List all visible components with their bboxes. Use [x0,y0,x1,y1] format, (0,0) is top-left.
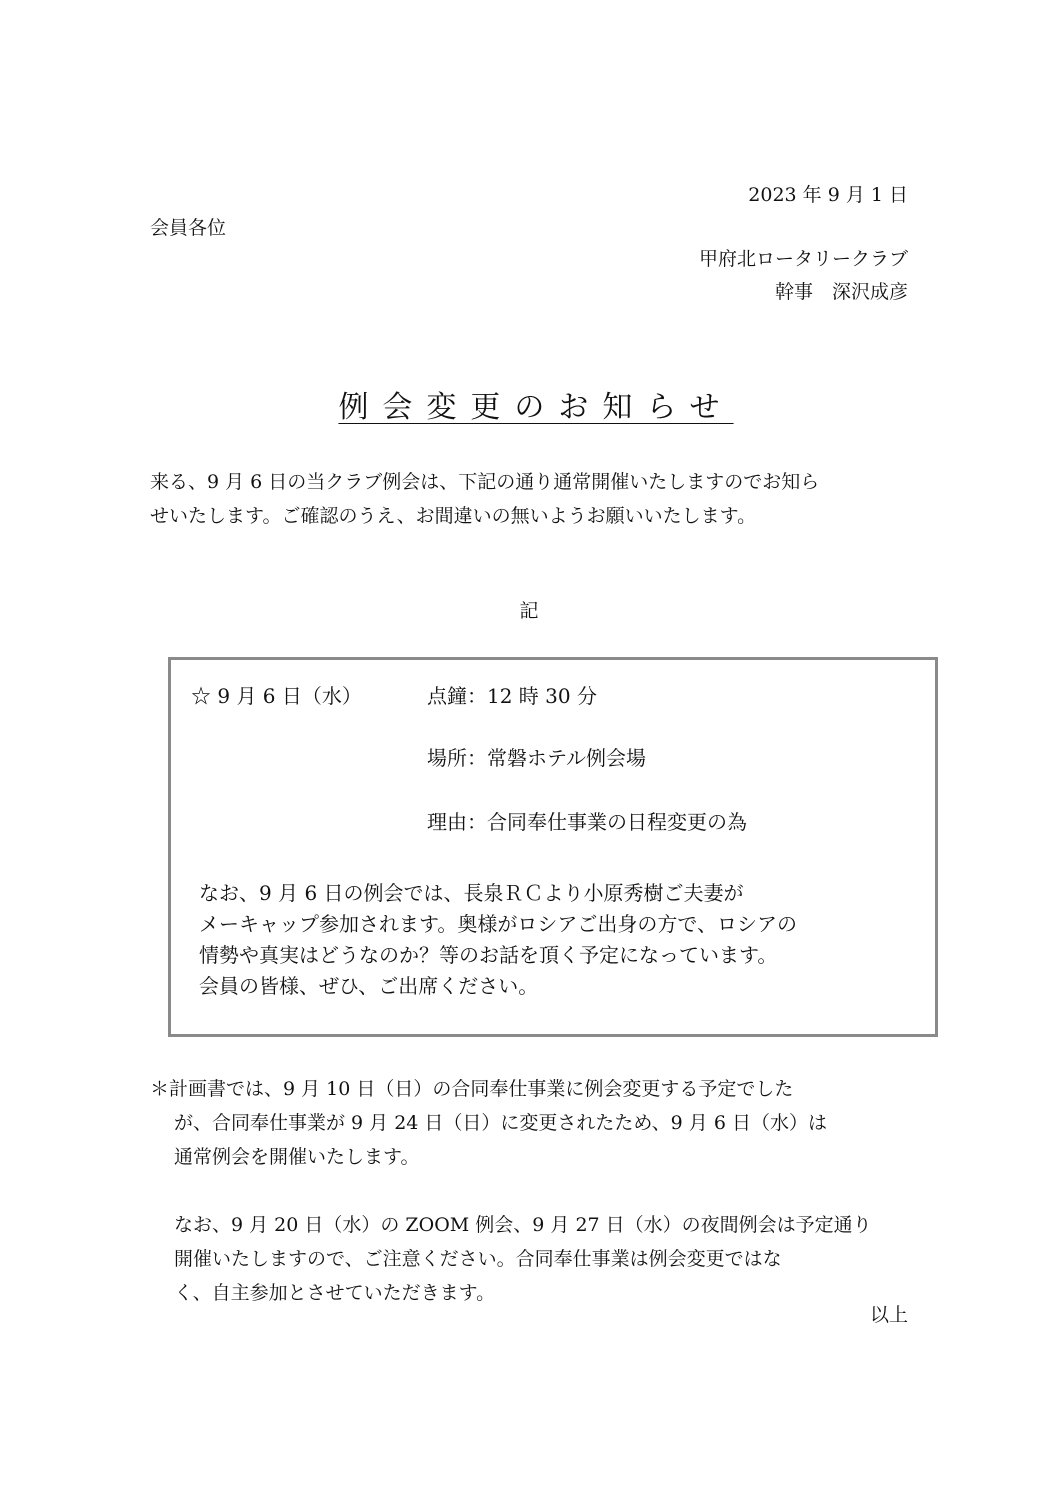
closing-mark: 以上 [869,1304,908,1326]
meeting-reason: 理由：合同奉仕事業の日程変更の為 [427,810,747,834]
intro-line: 来る、9 月 6 日の当クラブ例会は、下記の通り通常開催いたしますのでお知ら [150,471,820,493]
intro-paragraph [150,465,900,533]
note-line: 開催いたしますので、ご注意ください。合同奉仕事業は例会変更ではな [174,1248,782,1270]
ki-marker: 記 [519,600,539,622]
guest-note-line: 情勢や真実はどうなのか？等のお話を頂く予定になっています。 [199,943,778,967]
guest-note [199,878,919,1002]
addressee: 会員各位 [150,217,227,239]
meeting-date: ☆ 9 月 6 日（水） [191,684,362,708]
meeting-place: 場所：常磐ホテル例会場 [427,746,646,770]
note-line: なお、9 月 20 日（水）の ZOOM 例会、9 月 27 日（水）の夜間例会は予定通り [174,1214,872,1236]
document-title: 例会変更のお知らせ [338,390,734,425]
guest-note-line: 会員の皆様、ぜひ、ご出席ください。 [199,974,539,998]
note-line: 通常例会を開催いたします。 [174,1146,420,1168]
sender-name: 幹事 深沢成彦 [774,281,908,303]
note-line: ＊計画書では、9 月 10 日（日）の合同奉仕事業に例会変更する予定でした [150,1078,794,1100]
guest-note-line: メーキャップ参加されます。奥様がロシアご出身の方で、ロシアの [199,912,797,936]
document-date: 2023 年 9 月 1 日 [748,184,908,206]
meeting-details-box [168,657,938,1037]
intro-line: せいたします。ご確認のうえ、お間違いの無いようお願いいたします。 [150,505,757,527]
sender-organization: 甲府北ロータリークラブ [698,248,908,270]
document-title-row [0,382,1058,426]
note-line: が、合同奉仕事業が 9 月 24 日（日）に変更されたため、9 月 6 日（水）は [174,1112,827,1134]
paragraph-spacer [150,1174,910,1208]
additional-notes [150,1072,910,1310]
guest-note-line: なお、9 月 6 日の例会では、長泉ＲＣより小原秀樹ご夫妻が [199,881,744,905]
meeting-time: 点鐘：12 時 30 分 [427,684,597,708]
note-line: く、自主参加とさせていただきます。 [174,1282,496,1304]
